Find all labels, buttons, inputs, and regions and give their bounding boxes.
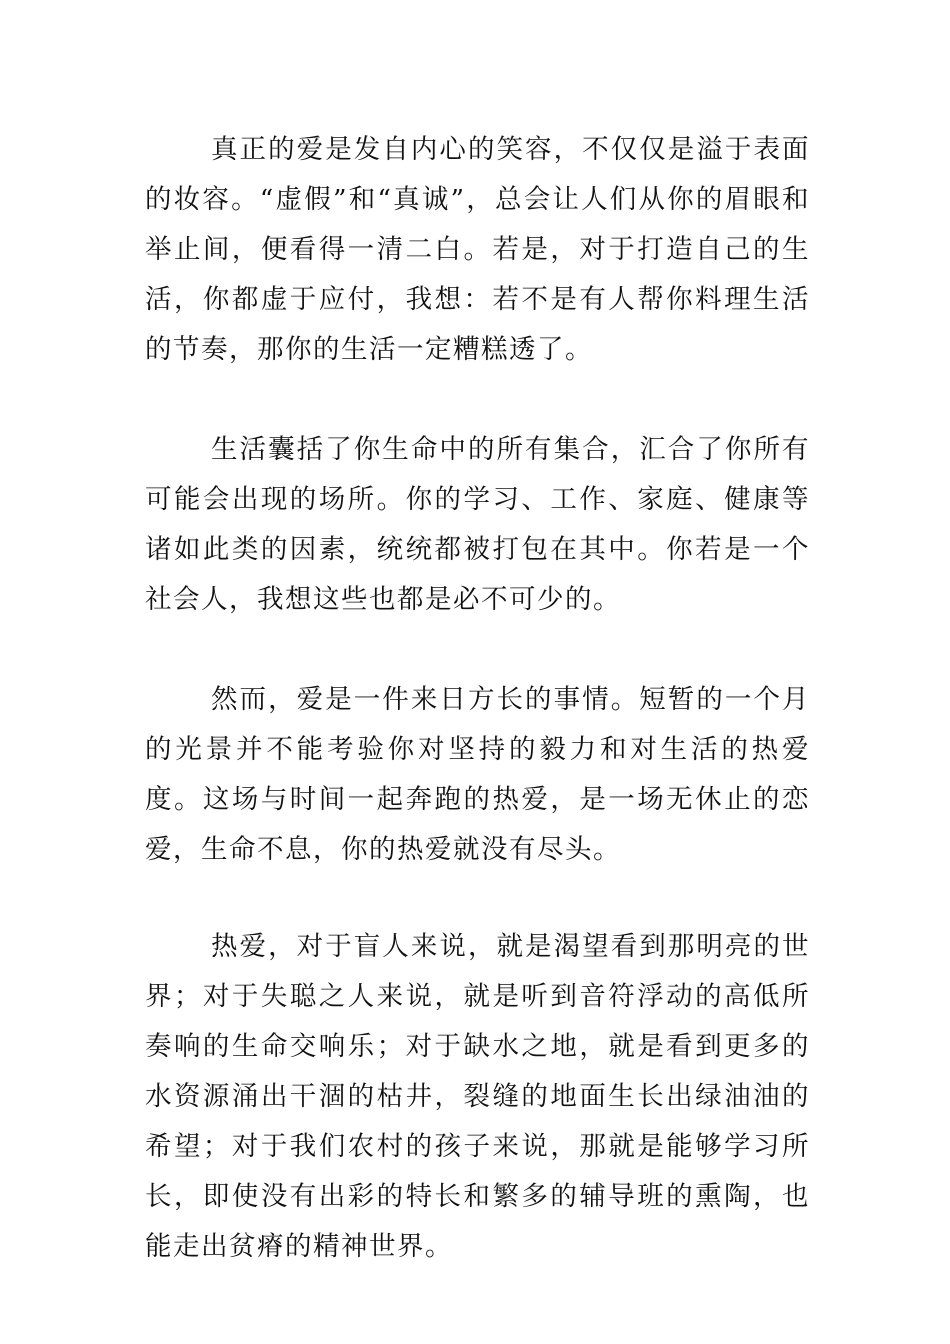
paragraph-1: 真正的爱是发自内心的笑容，不仅仅是溢于表面的妆容。“虚假”和“真诚”，总会让人们从你的眉眼和举止间，便看得一清二白。若是，对于打造自己的生活，你都虚于应付，我想：若不是有人帮你料理生活的节奏，那你的生活一定糟糕透了。 xyxy=(145,134,810,365)
paragraph-2: 生活囊括了你生命中的所有集合，汇合了你所有可能会出现的场所。你的学习、工作、家庭、健康等诸如此类的因素，统统都被打包在其中。你若是一个社会人，我想这些也都是必不可少的。 xyxy=(145,434,810,615)
paragraph-3: 然而，爱是一件来日方长的事情。短暂的一个月的光景并不能考验你对坚持的毅力和对生活的热爱度。这场与时间一起奔跑的热爱，是一场无休止的恋爱，生命不息，你的热爱就没有尽头。 xyxy=(145,684,810,865)
paragraph-4: 热爱，对于盲人来说，就是渴望看到那明亮的世界；对于失聪之人来说，就是听到音符浮动的高低所奏响的生命交响乐；对于缺水之地，就是看到更多的水资源涌出干涸的枯井，裂缝的地面生长出绿油油的希望；对于我们农村的孩子来说，那就是能够学习所长，即使没有出彩的特长和繁多的辅导班的熏陶，也能走出贫瘠的精神世界。 xyxy=(145,931,810,1262)
